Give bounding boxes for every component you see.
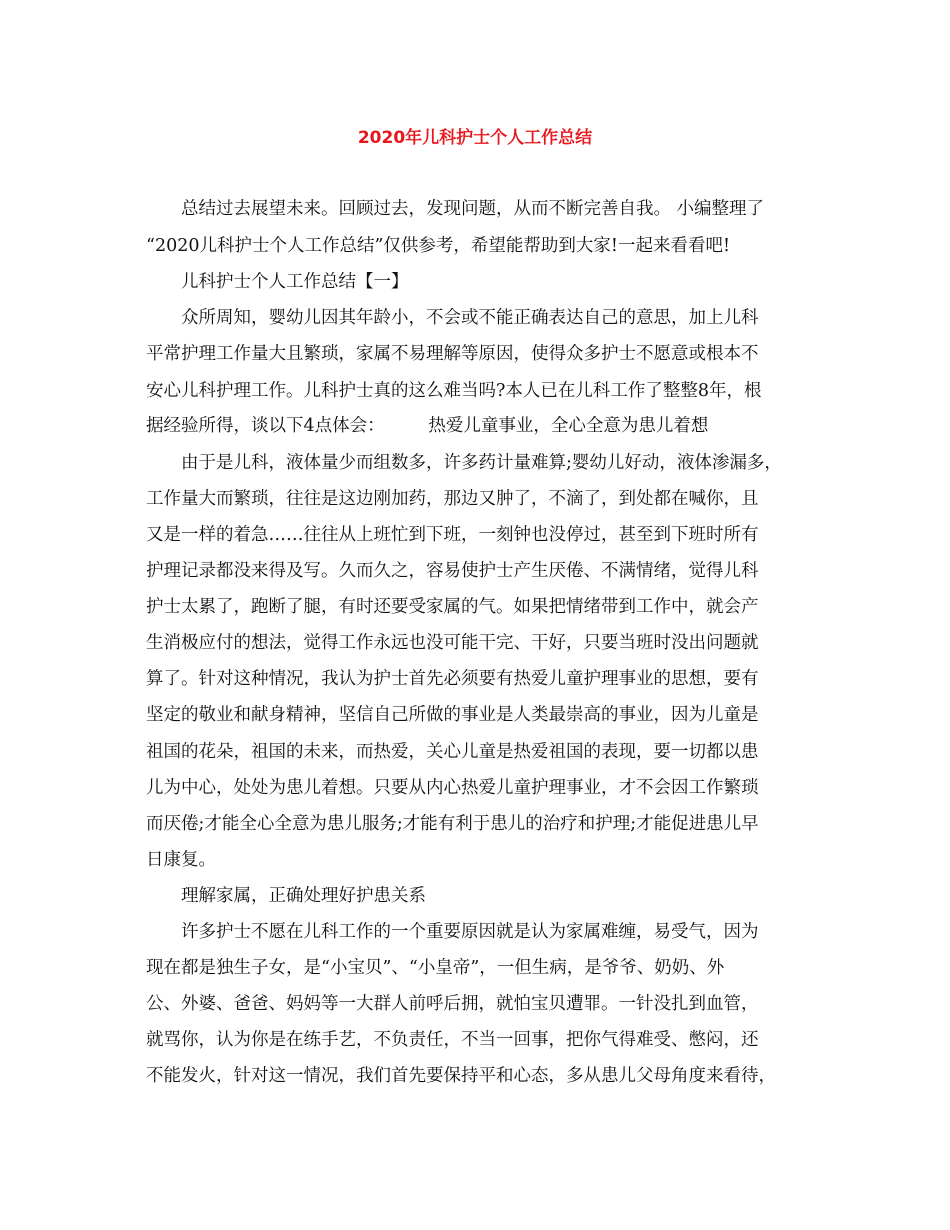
body-line: 平常护理工作量大且繁琐，家属不易理解等原因，使得众多护士不愿意或根本不 <box>146 344 759 364</box>
body-line: 护士太累了，跑断了腿，有时还要受家属的气。如果把情绪带到工作中，就会产 <box>146 597 759 617</box>
body-line: “2020儿科护士个人工作总结”仅供参考，希望能帮助到大家!一起来看看吧! <box>146 236 730 256</box>
document-title: 2020年儿科护士个人工作总结 <box>357 128 593 148</box>
body-line: 由于是儿科，液体量少而组数多，许多药计量难算;婴幼儿好动，液体渗漏多， <box>181 453 782 473</box>
body-line: 不能发火，针对这一情况，我们首先要保持平和心态，多从患儿父母角度来看待， <box>146 1066 776 1086</box>
body-line: 据经验所得，谈以下4点体会： 热爱儿童事业，全心全意为患儿着想 <box>146 416 709 436</box>
body-line: 就骂你，认为你是在练手艺，不负责任，不当一回事，把你气得难受、憋闷，还 <box>146 1030 759 1050</box>
body-line: 祖国的花朵，祖国的未来，而热爱，关心儿童是热爱祖国的表现，要一切都以患 <box>146 742 759 762</box>
body-line: 又是一样的着急……往往从上班忙到下班，一刻钟也没停过，甚至到下班时所有 <box>146 525 759 545</box>
body-line: 生消极应付的想法，觉得工作永远也没可能干完、干好，只要当班时没出问题就 <box>146 633 759 653</box>
body-line: 算了。针对这种情况，我认为护士首先必须要有热爱儿童护理事业的思想，要有 <box>146 669 759 689</box>
body-line: 公、外婆、爸爸、妈妈等一大群人前呼后拥，就怕宝贝遭罪。一针没扎到血管， <box>146 994 759 1014</box>
body-line: 安心儿科护理工作。儿科护士真的这么难当吗?本人已在儿科工作了整整8年，根 <box>146 381 762 401</box>
body-line: 总结过去展望未来。回顾过去，发现问题，从而不断完善自我。 小编整理了 <box>181 199 765 219</box>
body-line: 众所周知，婴幼儿因其年龄小，不会或不能正确表达自己的意思，加上儿科 <box>181 308 759 328</box>
section-heading: 儿科护士个人工作总结【一】 <box>181 272 409 292</box>
body-line: 许多护士不愿在儿科工作的一个重要原因就是认为家属难缠，易受气，因为 <box>181 922 759 942</box>
body-line: 而厌倦;才能全心全意为患儿服务;才能有利于患儿的治疗和护理;才能促进患儿早 <box>146 814 759 834</box>
section-heading: 理解家属，正确处理好护患关系 <box>181 886 426 906</box>
body-line: 现在都是独生子女，是“小宝贝”、“小皇帝”，一但生病，是爷爷、奶奶、外 <box>146 958 725 978</box>
body-line: 工作量大而繁琐，往往是这边刚加药，那边又肿了，不滴了，到处都在喊你，且 <box>146 489 759 509</box>
body-line: 坚定的敬业和献身精神，坚信自己所做的事业是人类最崇高的事业，因为儿童是 <box>146 705 759 725</box>
body-line: 护理记录都没来得及写。久而久之，容易使护士产生厌倦、不满情绪，觉得儿科 <box>146 561 759 581</box>
body-line: 日康复。 <box>146 850 216 870</box>
body-line: 儿为中心，处处为患儿着想。只要从内心热爱儿童护理事业，才不会因工作繁琐 <box>146 778 759 798</box>
